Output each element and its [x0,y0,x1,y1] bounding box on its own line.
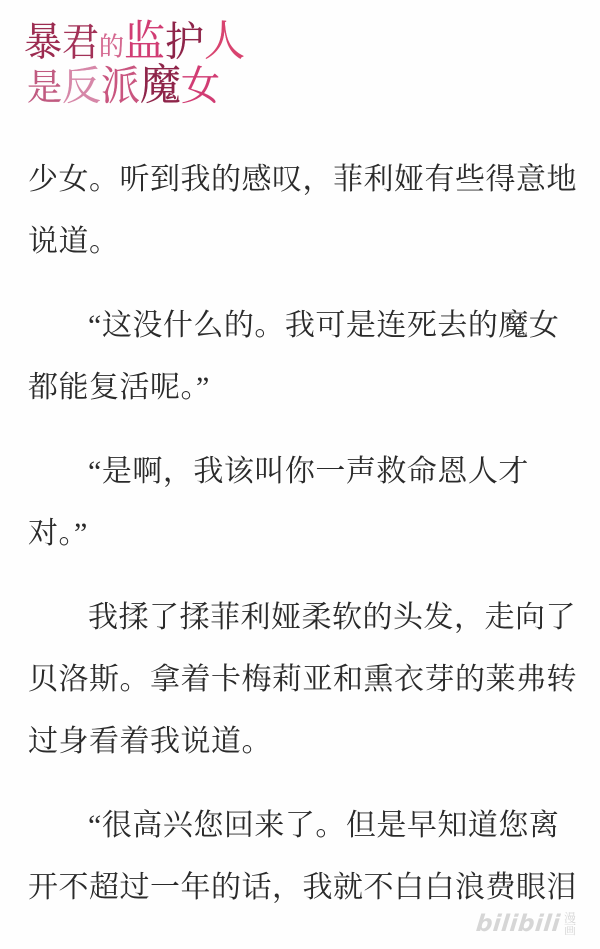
novel-text [28,149,577,919]
logo-line-2 [27,63,245,107]
text-line: 说道。 [28,225,120,258]
logo-char: 人 [204,17,246,65]
text-line: “是啊，我该叫你一声救命恩人才 [88,455,529,488]
text-line: 对。” [28,517,88,550]
paragraph [28,149,577,273]
paragraph [28,795,577,919]
paragraph [28,295,572,419]
paragraph [28,587,577,773]
text-line: 我揉了揉菲利娅柔软的头发，走向了 [88,601,576,634]
text-line: 开不超过一年的话，我就不白白浪费眼泪 [28,871,577,904]
text-line: “这没什么的。我可是连死去的魔女 [88,309,560,342]
logo-char: 监 [124,17,166,65]
paragraph [28,441,572,565]
text-line: 少女。听到我的感叹，菲利娅有些得意地 [28,163,577,196]
logo-char: 暴 [24,21,63,65]
logo-char: 的 [99,33,125,62]
logo-char: 护 [165,20,205,65]
logo-char: 魔 [140,61,182,109]
text-line: “很高兴您回来了。但是早知道您离 [88,809,560,842]
bilibili-logo-text: bilibili [474,910,562,937]
logo-char: 反 [62,64,102,109]
logo-char: 派 [101,64,141,109]
logo-char: 是 [27,67,63,108]
series-title-logo [24,17,246,109]
text-line: 都能复活呢。” [28,371,210,404]
logo-char: 女 [181,64,221,109]
manga-label-char-bottom: 画 [563,923,576,937]
manga-label-char-top: 漫 [563,911,576,925]
text-line: 过身看着我说道。 [28,725,272,758]
text-line: 贝洛斯。拿着卡梅莉亚和熏衣芽的莱弗转 [28,663,577,696]
manga-label [564,912,576,936]
logo-line-1 [24,17,246,65]
logo-char: 君 [62,22,100,65]
bilibili-manga-watermark [476,912,576,936]
